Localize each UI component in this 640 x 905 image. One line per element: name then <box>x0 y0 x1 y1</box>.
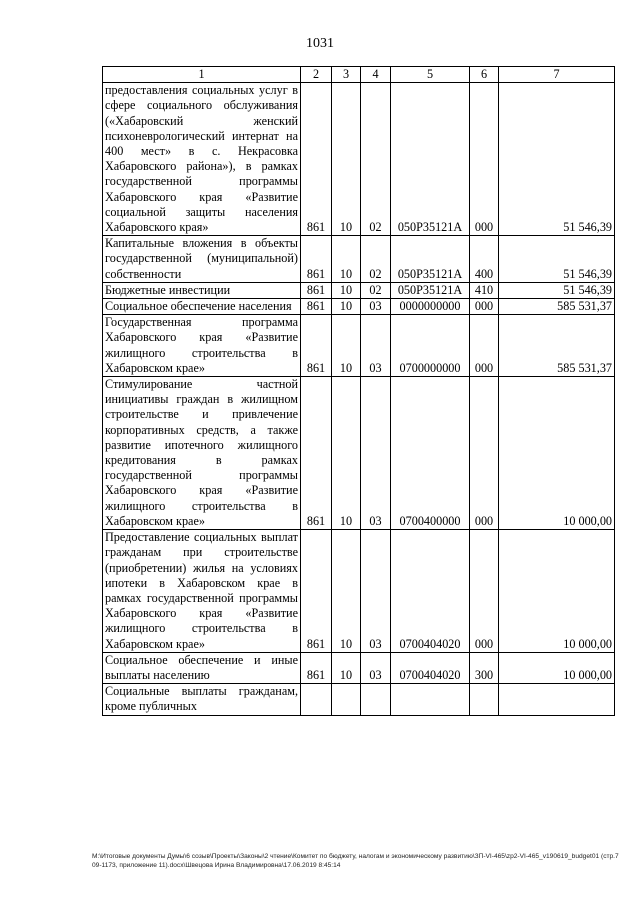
cell-rz: 10 <box>332 236 361 283</box>
header-cell: 4 <box>361 67 391 83</box>
cell-vr: 000 <box>470 377 499 530</box>
cell-gr: 861 <box>301 377 332 530</box>
cell-gr <box>301 684 332 715</box>
cell-sum: 585 531,37 <box>499 299 615 315</box>
table-row <box>103 377 615 530</box>
cell-pr: 03 <box>361 377 391 530</box>
row-name: Социальные выплаты гражданам, кроме публичных <box>103 684 301 715</box>
cell-pr: 03 <box>361 299 391 315</box>
cell-gr: 861 <box>301 236 332 283</box>
cell-sum <box>499 684 615 715</box>
cell-pr: 03 <box>361 530 391 653</box>
cell-sum: 51 546,39 <box>499 236 615 283</box>
cell-pr: 02 <box>361 236 391 283</box>
cell-pr: 03 <box>361 652 391 683</box>
cell-sum: 585 531,37 <box>499 315 615 377</box>
row-name: Стимулирование частной инициативы граждан в жилищном строительстве и привлечение корпоративных средств, а также развитие ипотечного жилищного кредитования в рамках государственной программы Хабаровского края «Развитие жилищного строительства в Хабаровском крае» <box>103 377 301 530</box>
cell-sum: 10 000,00 <box>499 530 615 653</box>
cell-csr: 0700404020 <box>391 652 470 683</box>
cell-vr: 000 <box>470 83 499 236</box>
table-header-row <box>103 67 615 83</box>
cell-csr: 0700404020 <box>391 530 470 653</box>
cell-vr: 000 <box>470 315 499 377</box>
row-name: Предоставление социальных выплат гражданам при строительстве (приобретении) жилья на условиях ипотеки в Хабаровском крае в рамках государственной программы Хабаровского края «Развитие жилищного строительства в Хабаровском крае» <box>103 530 301 653</box>
header-cell: 3 <box>332 67 361 83</box>
cell-csr: 0700000000 <box>391 315 470 377</box>
header-cell: 1 <box>103 67 301 83</box>
cell-rz: 10 <box>332 652 361 683</box>
cell-csr: 050P35121A <box>391 282 470 298</box>
table-row <box>103 83 615 236</box>
cell-csr: 0700400000 <box>391 377 470 530</box>
cell-rz: 10 <box>332 530 361 653</box>
cell-vr <box>470 684 499 715</box>
table-row <box>103 282 615 298</box>
row-name: Капитальные вложения в объекты государственной (муниципальной) собственности <box>103 236 301 283</box>
cell-pr: 02 <box>361 83 391 236</box>
cell-rz: 10 <box>332 83 361 236</box>
cell-pr: 03 <box>361 315 391 377</box>
header-cell: 6 <box>470 67 499 83</box>
cell-vr: 000 <box>470 530 499 653</box>
cell-rz <box>332 684 361 715</box>
row-name: Социальное обеспечение населения <box>103 299 301 315</box>
cell-csr: 050P35121A <box>391 236 470 283</box>
row-name: Государственная программа Хабаровского края «Развитие жилищного строительства в Хабаровском крае» <box>103 315 301 377</box>
row-name: Бюджетные инвестиции <box>103 282 301 298</box>
cell-gr: 861 <box>301 83 332 236</box>
budget-table <box>102 66 615 716</box>
cell-csr: 0000000000 <box>391 299 470 315</box>
cell-sum: 10 000,00 <box>499 377 615 530</box>
table-row <box>103 236 615 283</box>
cell-gr: 861 <box>301 652 332 683</box>
header-cell: 2 <box>301 67 332 83</box>
cell-vr: 410 <box>470 282 499 298</box>
table-row <box>103 652 615 683</box>
cell-gr: 861 <box>301 315 332 377</box>
table-row <box>103 684 615 715</box>
cell-sum: 10 000,00 <box>499 652 615 683</box>
table-row <box>103 299 615 315</box>
cell-vr: 400 <box>470 236 499 283</box>
cell-gr: 861 <box>301 299 332 315</box>
cell-csr: 050P35121A <box>391 83 470 236</box>
cell-gr: 861 <box>301 282 332 298</box>
page-number: 1031 <box>306 36 334 51</box>
header-cell: 7 <box>499 67 615 83</box>
cell-pr <box>361 684 391 715</box>
cell-rz: 10 <box>332 299 361 315</box>
cell-rz: 10 <box>332 377 361 530</box>
cell-pr: 02 <box>361 282 391 298</box>
document-path-footer: М:\Итоговые документы Думы\6 созыв\Проекты\Законы\2 чтение\Комитет по бюджету, налогам и экономическому развитию\ЗП-VI-465\zp2-VI-465_v190619_budget01 (стр.709-1173, приложение 11).docx\Швецова Ирина Владимировна\17.06.2019 8:45:14 <box>92 853 619 869</box>
cell-sum: 51 546,39 <box>499 282 615 298</box>
cell-vr: 000 <box>470 299 499 315</box>
cell-csr <box>391 684 470 715</box>
cell-rz: 10 <box>332 282 361 298</box>
cell-vr: 300 <box>470 652 499 683</box>
cell-rz: 10 <box>332 315 361 377</box>
table-row <box>103 530 615 653</box>
cell-gr: 861 <box>301 530 332 653</box>
cell-sum: 51 546,39 <box>499 83 615 236</box>
table-row <box>103 315 615 377</box>
header-cell: 5 <box>391 67 470 83</box>
row-name: Социальное обеспечение и иные выплаты населению <box>103 652 301 683</box>
row-name: предоставления социальных услуг в сфере социального обслуживания («Хабаровский женский психоневрологический интернат на 400 мест» в с. Некрасовка Хабаровского района»), в рамках государственной программы Хабаровского края «Развитие социальной защиты населения Хабаровского края» <box>103 83 301 236</box>
